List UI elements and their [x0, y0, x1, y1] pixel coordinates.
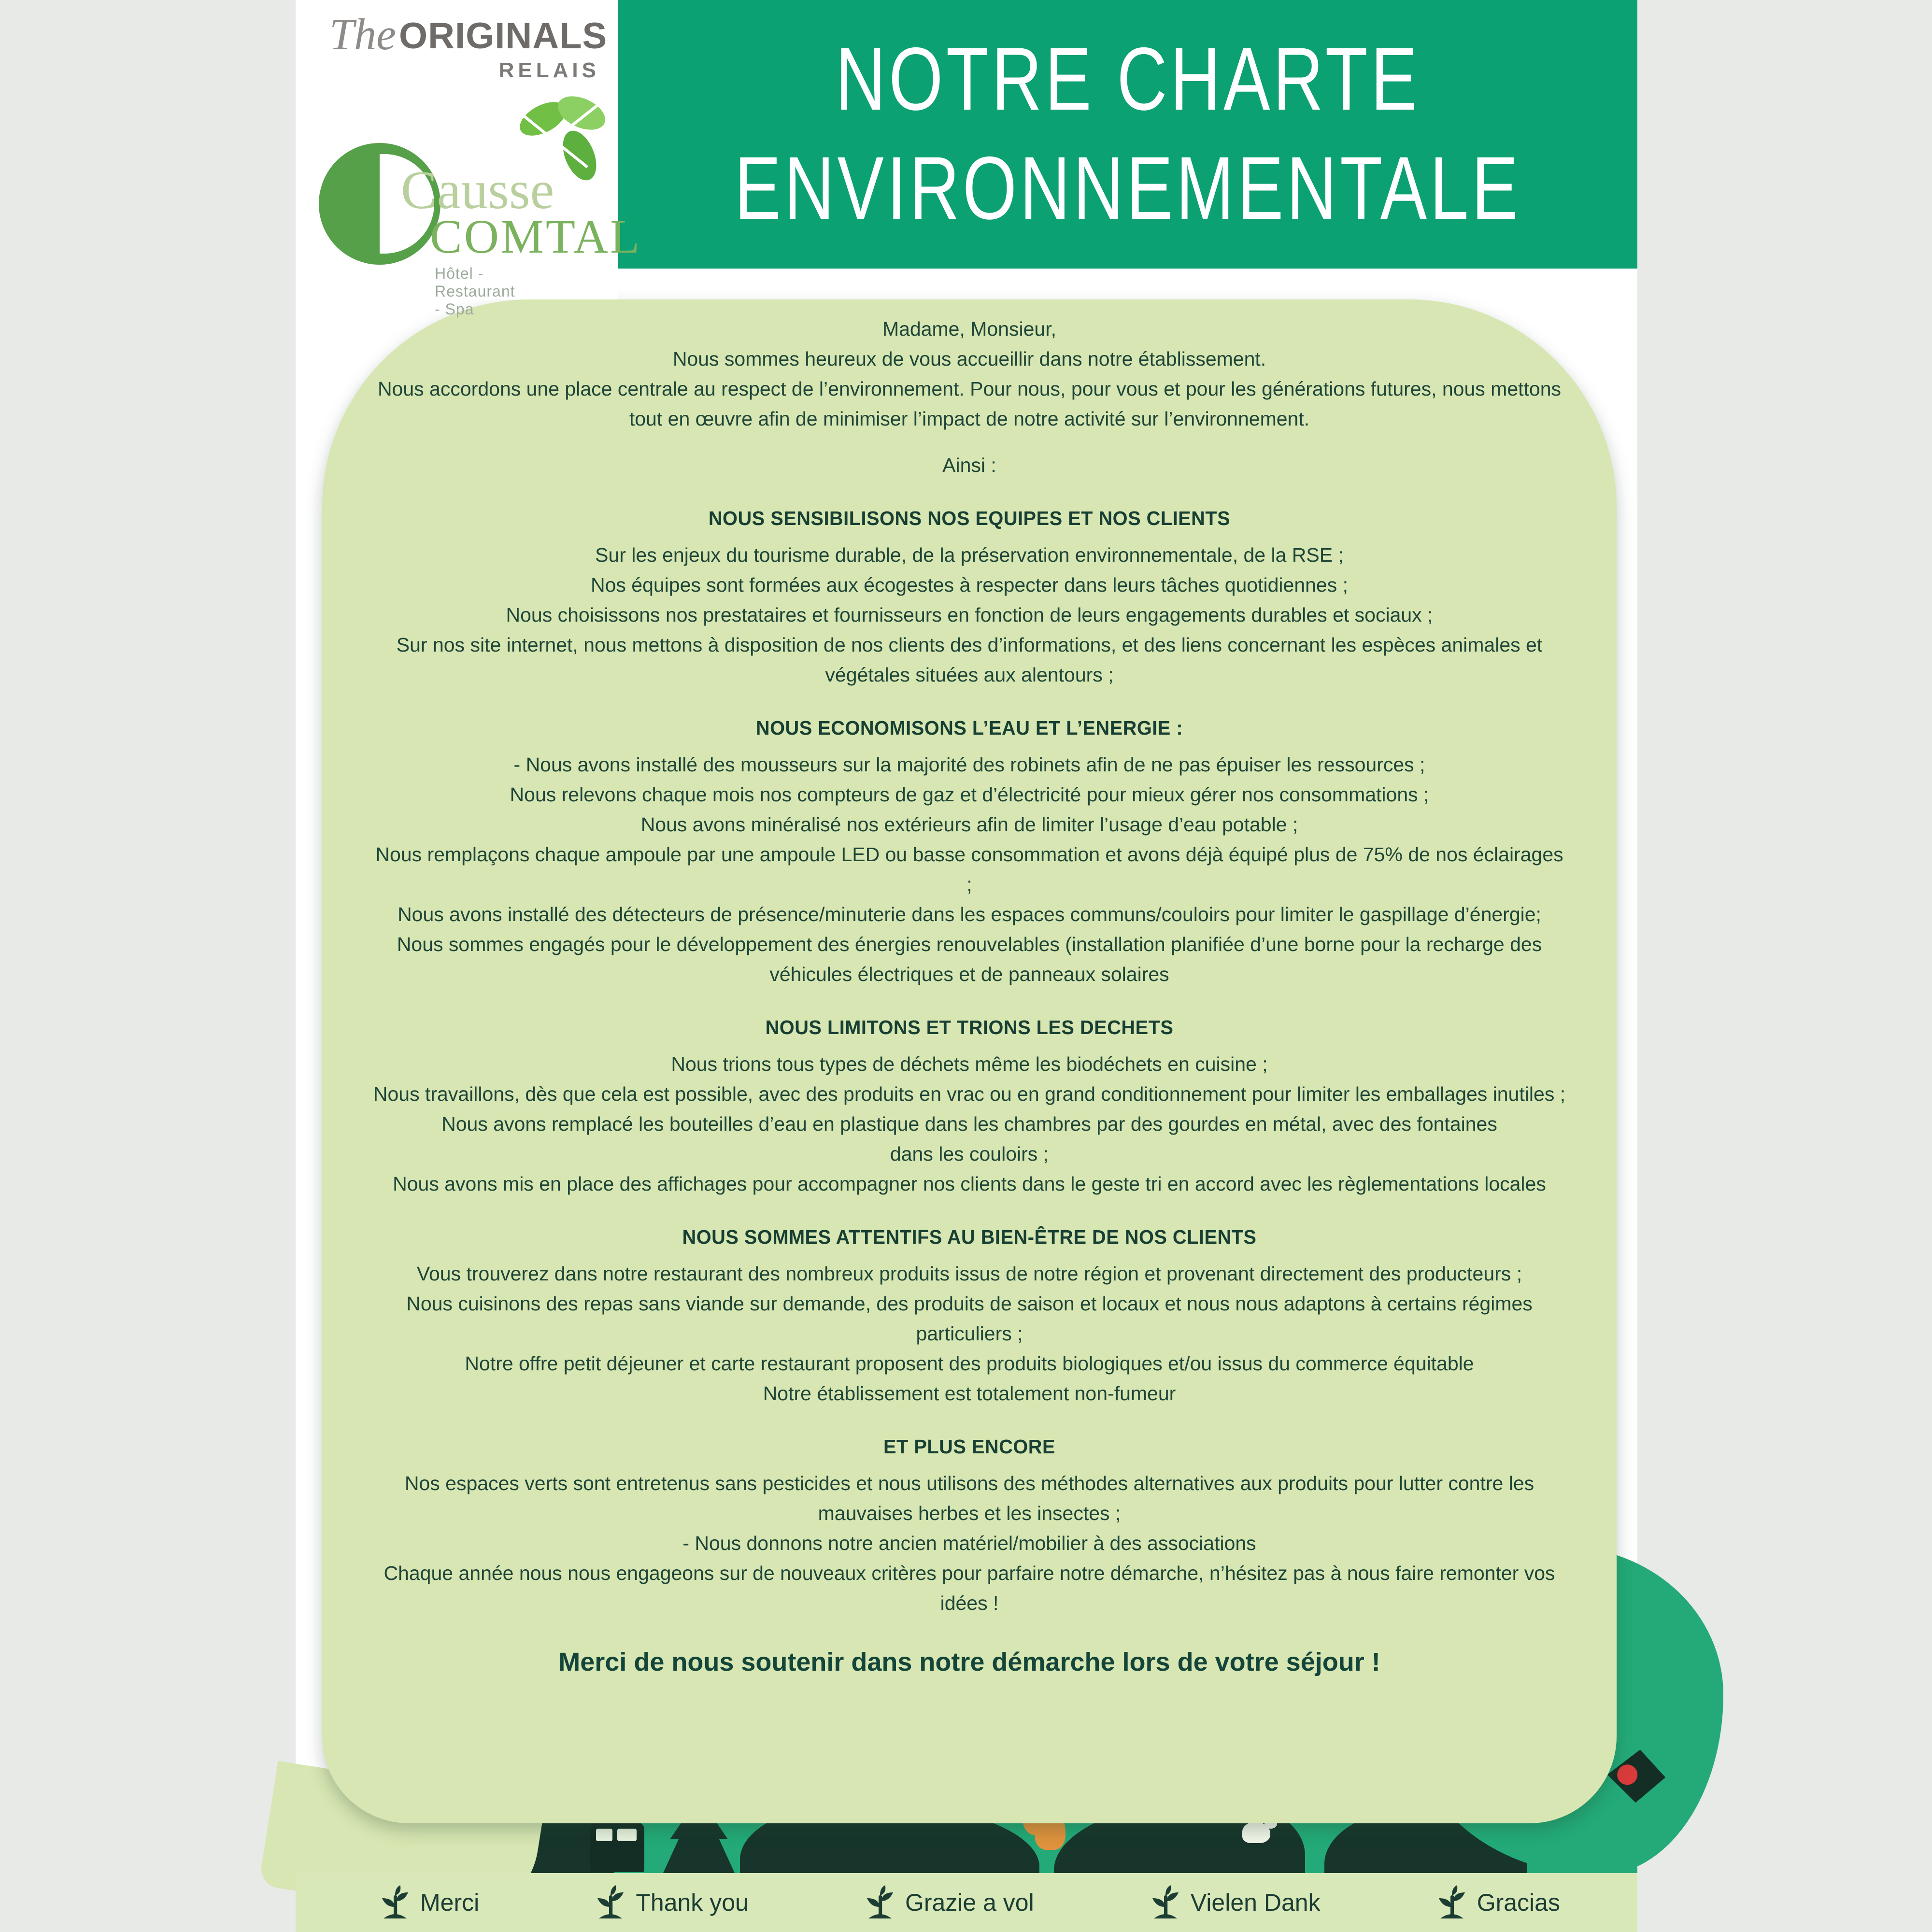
brand-the-originals — [329, 10, 608, 83]
thanks-item — [863, 1885, 1034, 1920]
page-title-line1: NOTRE CHARTE — [835, 29, 1421, 129]
charter-line: Nos équipes sont formées aux écogestes à respecter dans leurs tâches quotidiennes ; — [590, 574, 1349, 596]
hotel-tagline: Hôtel - Restaurant - Spa — [435, 265, 515, 318]
thanks-item — [1148, 1885, 1321, 1920]
sprout-icon — [1435, 1885, 1469, 1920]
section-heading: ET PLUS ENCORE — [883, 1435, 1055, 1458]
footer-strip — [296, 1873, 1637, 1932]
charter-line: Nous avons mis en place des affichages pour accompagner nos clients dans le geste tri en accord avec les règlementations locales — [393, 1173, 1546, 1195]
camera-lens-dot — [1616, 1763, 1638, 1786]
charter-line: Notre offre petit déjeuner et carte restaurant proposent des produits biologiques et/ou issus du commerce équitable — [465, 1352, 1474, 1375]
brand-relais-label: RELAIS — [498, 58, 600, 82]
thanks-item — [378, 1885, 479, 1920]
charter-line: Nous avons installé des détecteurs de présence/minuterie dans les espaces communs/couloirs pour limiter le gaspillage d’énergie; — [398, 903, 1541, 925]
charter-line: Nous avons remplacé les bouteilles d’eau en plastique dans les chambres par des gourdes en métal, avec des fontaines — [441, 1113, 1497, 1135]
charter-line: Nous trions tous types de déchets même les biodéchets en cuisine ; — [671, 1053, 1268, 1075]
brand-the-script: The — [329, 10, 396, 59]
section-heading: NOUS LIMITONS ET TRIONS LES DECHETS — [765, 1016, 1174, 1038]
section-heading: NOUS SOMMES ATTENTIFS AU BIEN-ÊTRE DE NOS CLIENTS — [682, 1226, 1257, 1248]
thanks-label: Thank you — [636, 1889, 749, 1916]
logo-area — [296, 0, 642, 318]
charter-line: Nous remplaçons chaque ampoule par une ampoule LED ou basse consommation et avons déjà équipé plus de 75% de nos éclairages ; — [375, 843, 1563, 895]
bird-icon — [1242, 1822, 1270, 1843]
charter-line: - Nous donnons notre ancien matériel/mobilier à des associations — [682, 1532, 1256, 1554]
charter-line: Nous avons minéralisé nos extérieurs afin de limiter l’usage d’eau potable ; — [640, 813, 1298, 836]
thanks-item — [1435, 1885, 1560, 1920]
ainsi-line: Ainsi : — [942, 454, 996, 476]
charter-line: Notre établissement est totalement non-fumeur — [763, 1382, 1176, 1405]
charter-line: Nos espaces verts sont entretenus sans pesticides et nous utilisons des méthodes alternatives aux produits pour lutter contre les mauvaises herbes et les insectes ; — [404, 1472, 1534, 1524]
thanks-label: Gracias — [1477, 1889, 1560, 1916]
charter-line: Sur nos site internet, nous mettons à disposition de nos clients des d’informations, et des liens concernant les espèces animales et végétales situées aux alentours ; — [396, 634, 1543, 686]
sprout-icon — [1148, 1885, 1183, 1920]
van-window — [617, 1829, 637, 1841]
intro-line: Nous accordons une place centrale au respect de l’environnement. Pour nous, pour vous et pour les générations futures, nous mettons tout en œuvre afin de minimiser l’impact de notre activité sur l’environnement. — [377, 378, 1562, 430]
poster-page — [296, 0, 1637, 1932]
thanks-label: Merci — [420, 1889, 480, 1916]
charter-line: Nous cuisinons des repas sans viande sur demande, des produits de saison et locaux et nous nous adaptons à certains régimes particuliers ; — [406, 1293, 1533, 1345]
charter-line: Nous sommes engagés pour le développement des énergies renouvelables (installation planifiée d’une borne pour la recharge des véhicules électriques et de panneaux solaires — [397, 933, 1542, 985]
header-band — [618, 0, 1637, 269]
sprout-icon — [378, 1885, 412, 1920]
van-illustration — [590, 1822, 644, 1872]
sprout-icon — [593, 1885, 628, 1920]
thanks-label: Vielen Dank — [1190, 1889, 1321, 1916]
thanks-item — [593, 1885, 748, 1920]
hotel-name-comtal: COMTAL — [430, 210, 642, 263]
charter-line: Vous trouverez dans notre restaurant des nombreux produits issus de notre région et provenant directement des producteurs ; — [416, 1263, 1522, 1285]
salutation: Madame, Monsieur, — [882, 318, 1057, 340]
brand-originals-label: ORIGINALS — [399, 15, 608, 57]
charter-line: Nous travaillons, dès que cela est possible, avec des produits en vrac ou en grand conditionnement pour limiter les emballages inutiles ; — [373, 1083, 1566, 1105]
closing-line: Merci de nous soutenir dans notre démarche lors de votre séjour ! — [558, 1648, 1380, 1676]
charter-line: Nous choisissons nos prestataires et fournisseurs en fonction de leurs engagements durables et sociaux ; — [506, 604, 1433, 626]
sprout-icon — [863, 1885, 897, 1920]
charter-line: Chaque année nous nous engageons sur de nouveaux critères pour parfaire notre démarche, n’hésitez pas à nous faire remonter vos idées ! — [384, 1562, 1555, 1614]
thanks-label: Grazie a vol — [905, 1889, 1034, 1916]
charter-panel — [322, 299, 1617, 1823]
charter-line: - Nous avons installé des mousseurs sur la majorité des robinets afin de ne pas épuiser les ressources ; — [513, 753, 1425, 776]
page-title-line2: ENVIRONNEMENTALE — [734, 139, 1521, 238]
van-window — [596, 1829, 612, 1841]
section-heading: NOUS SENSIBILISONS NOS EQUIPES ET NOS CLIENTS — [708, 507, 1231, 529]
charter-line: Nous relevons chaque mois nos compteurs de gaz et d’électricité pour mieux gérer nos consommations ; — [510, 783, 1429, 806]
charter-line: Sur les enjeux du tourisme durable, de la préservation environnementale, de la RSE ; — [595, 544, 1344, 566]
charter-text — [356, 299, 1583, 1679]
intro-line: Nous sommes heureux de vous accueillir dans notre établissement. — [672, 348, 1266, 370]
hotel-name-causse: Causse — [401, 160, 554, 220]
section-heading: NOUS ECONOMISONS L’EAU ET L’ENERGIE : — [755, 717, 1183, 739]
charter-line: dans les couloirs ; — [890, 1143, 1049, 1165]
